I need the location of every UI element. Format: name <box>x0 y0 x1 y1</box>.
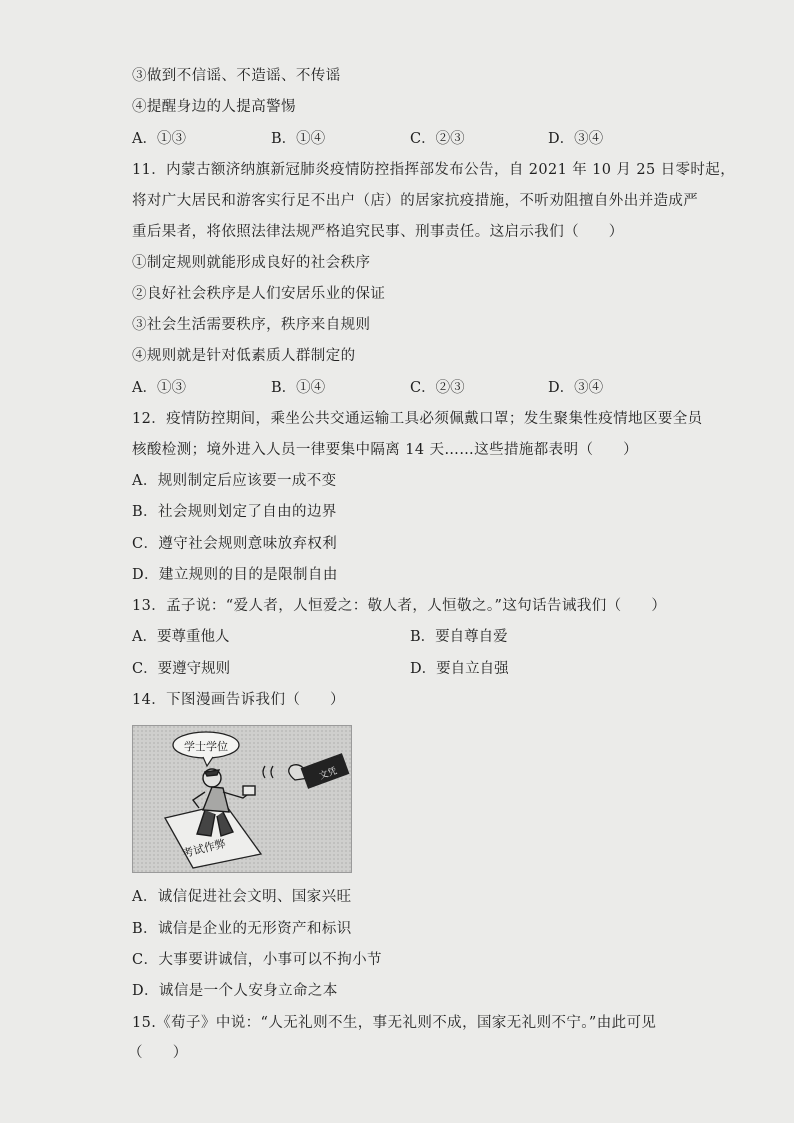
cheating-cartoon-image <box>132 725 352 873</box>
q12-stem-line-2: 核酸检测；境外进入人员一律要集中隔离 14 天……这些措施都表明（ ） <box>132 442 639 458</box>
q12-stem-line-1: 12．疫情防控期间，乘坐公共交通运输工具必须佩戴口罩；发生聚集性疫情地区要全员 <box>132 411 703 427</box>
q11-option-c: C．②③ <box>410 380 465 396</box>
paper-text: 考试作弊 <box>181 836 228 861</box>
q10-item-3: ③做到不信谣、不造谣、不传谣 <box>132 68 341 84</box>
bubble-text: 学士学位 <box>184 740 228 753</box>
q10-item-4: ④提醒身边的人提高警惕 <box>132 99 296 115</box>
q11-stem-line-3: 重后果者，将依照法律法规严格追究民事、刑事责任。这启示我们（ ） <box>132 224 624 240</box>
q10-option-b: B．①④ <box>271 131 326 147</box>
q10-option-c: C．②③ <box>410 131 465 147</box>
q12-option-a: A．规则制定后应该要一成不变 <box>132 473 337 489</box>
q13-option-d: D．要自立自强 <box>410 661 509 677</box>
q14-option-b: B．诚信是企业的无形资产和标识 <box>132 921 352 937</box>
q14-option-c: C．大事要讲诚信，小事可以不拘小节 <box>132 952 382 968</box>
q13-option-c: C．要遵守规则 <box>132 661 231 677</box>
q13-option-b: B．要自尊自爱 <box>410 629 508 645</box>
q10-option-d: D．③④ <box>548 131 604 147</box>
q11-stem-line-2: 将对广大居民和游客实行足不出户（店）的居家抗疫措施，不听劝阻擅自外出并造成严 <box>132 193 699 209</box>
diploma-text: 文凭 <box>318 766 339 782</box>
q12-option-b: B．社会规则划定了自由的边界 <box>132 504 337 520</box>
q13-stem: 13．孟子说：“爱人者，人恒爱之：敬人者，人恒敬之。”这句话告诫我们（ ） <box>132 598 667 614</box>
q12-option-c: C．遵守社会规则意味放弃权利 <box>132 536 338 552</box>
q14-option-d: D．诚信是一个人安身立命之本 <box>132 983 338 999</box>
q10-option-a: A．①③ <box>132 131 186 147</box>
q15-stem-line-1: 15.《荀子》中说：“人无礼则不生，事无礼则不成，国家无礼则不宁。”由此可见 <box>132 1015 657 1031</box>
q11-item-2: ②良好社会秩序是人们安居乐业的保证 <box>132 286 386 302</box>
q14-stem: 14．下图漫画告诉我们（ ） <box>132 692 345 708</box>
q11-option-a: A．①③ <box>132 380 186 396</box>
q15-stem-line-2: （ ） <box>128 1045 188 1061</box>
q11-option-d: D．③④ <box>548 380 604 396</box>
q13-option-a: A．要尊重他人 <box>132 629 230 645</box>
q11-item-4: ④规则就是针对低素质人群制定的 <box>132 348 356 364</box>
q11-option-b: B．①④ <box>271 380 326 396</box>
q11-item-1: ①制定规则就能形成良好的社会秩序 <box>132 255 371 271</box>
q11-item-3: ③社会生活需要秩序，秩序来自规则 <box>132 317 371 333</box>
q12-option-d: D．建立规则的目的是限制自由 <box>132 567 338 583</box>
q14-option-a: A．诚信促进社会文明、国家兴旺 <box>132 889 352 905</box>
q11-stem-line-1: 11．内蒙古额济纳旗新冠肺炎疫情防控指挥部发布公告，自 2021 年 10 月 25 日零时起， <box>132 162 736 178</box>
